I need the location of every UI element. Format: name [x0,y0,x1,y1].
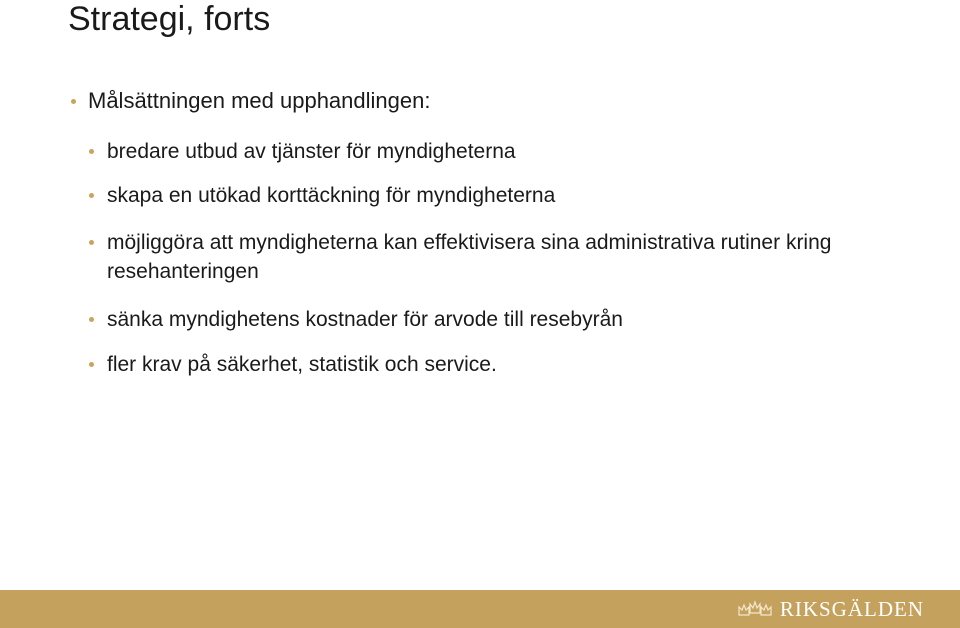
list-item-text: bredare utbud av tjänster för myndigheterna [107,140,516,163]
list-item [107,137,867,166]
bullet-dot-icon [89,193,94,198]
list-item-text: sänka myndighetens kostnader för arvode till resebyrån [107,308,623,331]
list-item [107,350,867,379]
slide-title: Strategi, forts [68,0,271,38]
heading-bullet-text: Målsättningen med upphandlingen: [88,88,431,113]
list-item-text: skapa en utökad korttäckning för myndigheterna [107,184,556,207]
three-crowns-icon [738,600,772,618]
riksgalden-logo [738,596,924,622]
bullet-dot-icon [89,317,94,322]
list-item [107,228,867,286]
logo-text: RIKSGÄLDEN [779,597,924,621]
list-item [107,305,867,334]
list-item-text: fler krav på säkerhet, statistik och service. [107,353,497,376]
heading-bullet [88,86,430,115]
bullet-dot-icon [89,149,94,154]
bullet-dot-icon [71,99,76,104]
list-item-text: möjliggöra att myndigheterna kan effektivisera sina administrativa rutiner kring resehanteringen [107,231,832,283]
list-item [107,181,867,210]
bullet-dot-icon [89,362,94,367]
footer-bar [0,590,960,628]
bullet-dot-icon [89,240,94,245]
